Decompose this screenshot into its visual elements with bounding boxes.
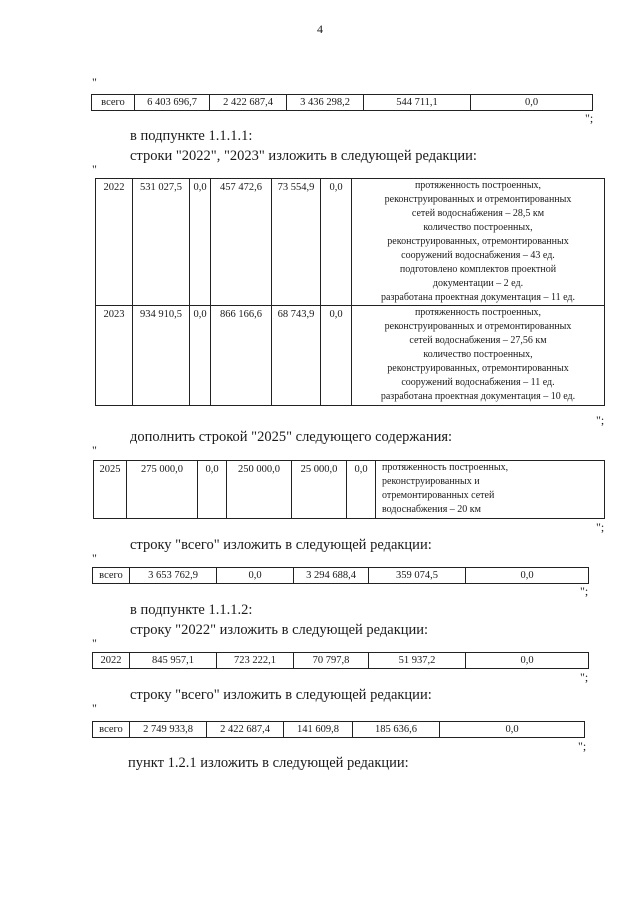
desc-line: протяженность построенных, bbox=[382, 462, 509, 473]
page-number: 4 bbox=[317, 22, 323, 36]
cell: 359 074,5 bbox=[369, 568, 466, 584]
desc-line: протяженность построенных, bbox=[414, 307, 542, 318]
close-quote: "; bbox=[596, 520, 605, 534]
table-row bbox=[93, 653, 589, 669]
table-row bbox=[93, 722, 585, 738]
cell: 0,0 bbox=[347, 461, 376, 519]
cell: 6 403 696,7 bbox=[135, 95, 210, 111]
cell: 2 422 687,4 bbox=[210, 95, 287, 111]
heading: строку "всего" изложить в следующей редакции: bbox=[130, 687, 432, 703]
cell: 0,0 bbox=[198, 461, 227, 519]
open-quote: " bbox=[92, 162, 97, 176]
cell: 0,0 bbox=[321, 179, 352, 306]
cell: всего bbox=[93, 722, 130, 738]
cell: 3 436 298,2 bbox=[287, 95, 364, 111]
desc-line: реконструированных и bbox=[382, 476, 480, 487]
cell: 866 166,6 bbox=[211, 306, 272, 406]
cell: 531 027,5 bbox=[133, 179, 190, 306]
description-cell bbox=[352, 306, 605, 406]
cell: 73 554,9 bbox=[272, 179, 321, 306]
cell: 275 000,0 bbox=[127, 461, 198, 519]
table-row bbox=[94, 461, 605, 519]
heading: в подпункте 1.1.1.1: bbox=[130, 128, 253, 144]
cell: 544 711,1 bbox=[364, 95, 471, 111]
heading: в подпункте 1.1.1.2: bbox=[130, 602, 253, 618]
cell: 3 294 688,4 bbox=[294, 568, 369, 584]
description-cell bbox=[352, 179, 605, 306]
desc-line: реконструированных и отремонтированных bbox=[384, 321, 572, 332]
open-quote: " bbox=[92, 551, 97, 565]
heading: пункт 1.2.1 изложить в следующей редакции: bbox=[128, 755, 409, 771]
close-quote: "; bbox=[596, 413, 605, 427]
row-2025-table bbox=[93, 460, 605, 519]
cell: 845 957,1 bbox=[130, 653, 217, 669]
cell: 25 000,0 bbox=[292, 461, 347, 519]
cell: 185 636,6 bbox=[353, 722, 440, 738]
close-quote: "; bbox=[578, 739, 587, 753]
desc-line: сооружений водоснабжения – 11 ед. bbox=[401, 377, 555, 388]
total-table-1 bbox=[91, 94, 593, 111]
heading: дополнить строкой "2025" следующего содержания: bbox=[130, 429, 453, 445]
cell: 3 653 762,9 bbox=[130, 568, 217, 584]
open-quote: " bbox=[92, 636, 97, 650]
table-row bbox=[96, 179, 605, 306]
cell: 2022 bbox=[96, 179, 133, 306]
cell: 934 910,5 bbox=[133, 306, 190, 406]
heading: строку "2022" изложить в следующей редакции: bbox=[130, 622, 429, 638]
cell: 0,0 bbox=[190, 306, 211, 406]
desc-line: количество построенных, bbox=[423, 222, 533, 233]
cell: 0,0 bbox=[466, 568, 589, 584]
cell: 0,0 bbox=[321, 306, 352, 406]
cell: 2025 bbox=[94, 461, 127, 519]
close-quote: "; bbox=[580, 584, 589, 598]
open-quote: " bbox=[92, 701, 97, 715]
desc-line: документации – 2 ед. bbox=[432, 278, 524, 289]
desc-line: реконструированных и отремонтированных bbox=[384, 194, 572, 205]
cell: 2 422 687,4 bbox=[207, 722, 284, 738]
desc-line: водоснабжения – 20 км bbox=[382, 504, 481, 515]
cell: 0,0 bbox=[440, 722, 585, 738]
rows-2022-2023-table bbox=[95, 178, 605, 406]
desc-line: сетей водоснабжения – 27,56 км bbox=[409, 335, 547, 346]
total-table-2 bbox=[92, 567, 589, 584]
heading: строку "всего" изложить в следующей редакции: bbox=[130, 537, 432, 553]
cell: 51 937,2 bbox=[369, 653, 466, 669]
total-table-3 bbox=[92, 721, 585, 738]
cell: 141 609,8 bbox=[284, 722, 353, 738]
cell: 0,0 bbox=[190, 179, 211, 306]
desc-line: сооружений водоснабжения – 43 ед. bbox=[401, 250, 555, 261]
desc-line: разработана проектная документация – 11 ед. bbox=[381, 292, 575, 303]
cell: 0,0 bbox=[471, 95, 593, 111]
table-row bbox=[93, 568, 589, 584]
table-row bbox=[96, 306, 605, 406]
row-2022-table bbox=[92, 652, 589, 669]
cell: всего bbox=[92, 95, 135, 111]
close-quote: "; bbox=[585, 111, 594, 125]
desc-line: сетей водоснабжения – 28,5 км bbox=[411, 208, 545, 219]
desc-line: отремонтированных сетей bbox=[382, 490, 495, 501]
desc-line: реконструированных, отремонтированных bbox=[387, 236, 569, 247]
desc-line: разработана проектная документация – 10 ед. bbox=[380, 391, 576, 402]
heading: строки "2022", "2023" изложить в следующей редакции: bbox=[130, 148, 477, 164]
open-quote: " bbox=[92, 75, 97, 89]
cell: 2 749 933,8 bbox=[130, 722, 207, 738]
cell: 0,0 bbox=[217, 568, 294, 584]
open-quote: " bbox=[92, 443, 97, 457]
description-cell bbox=[376, 461, 605, 519]
desc-line: реконструированных, отремонтированных bbox=[387, 363, 569, 374]
cell: всего bbox=[93, 568, 130, 584]
cell: 457 472,6 bbox=[211, 179, 272, 306]
cell: 0,0 bbox=[466, 653, 589, 669]
desc-line: протяженность построенных, bbox=[414, 180, 542, 191]
cell: 70 797,8 bbox=[294, 653, 369, 669]
cell: 250 000,0 bbox=[227, 461, 292, 519]
cell: 723 222,1 bbox=[217, 653, 294, 669]
cell: 68 743,9 bbox=[272, 306, 321, 406]
cell: 2022 bbox=[93, 653, 130, 669]
desc-line: количество построенных, bbox=[423, 349, 533, 360]
close-quote: "; bbox=[580, 670, 589, 684]
table-row bbox=[92, 95, 593, 111]
desc-line: подготовлено комплектов проектной bbox=[399, 264, 557, 275]
cell: 2023 bbox=[96, 306, 133, 406]
